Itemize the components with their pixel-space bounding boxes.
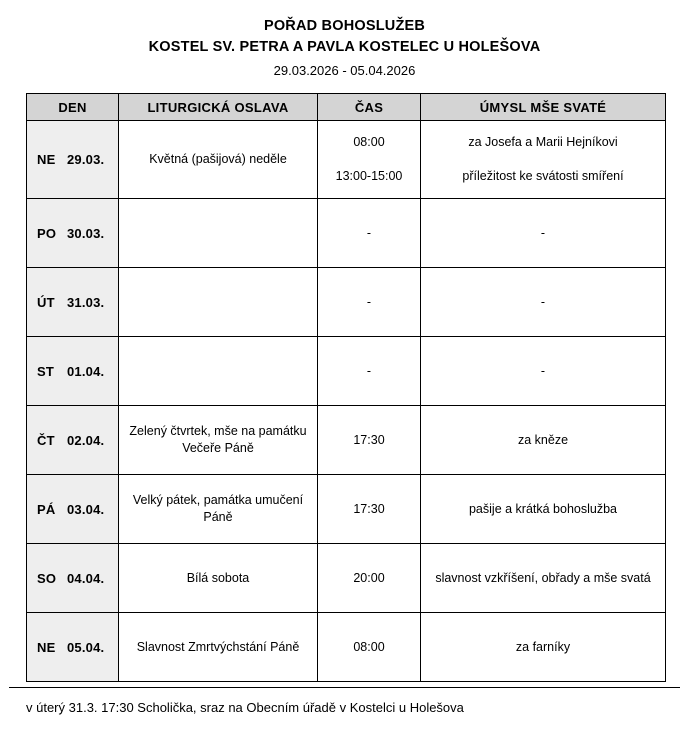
column-header-time: ČAS: [318, 94, 421, 121]
row-day-cell: [27, 268, 119, 337]
row-intention-cell: [421, 121, 666, 199]
column-header-intention: ÚMYSL MŠE SVATÉ: [421, 94, 666, 121]
row-day-of-week: NE: [37, 639, 56, 655]
row-liturgy-cell: Velký pátek, památka umučení Páně: [119, 475, 318, 544]
table-row: [27, 268, 666, 337]
row-intention-cell: pašije a krátká bohoslužba: [421, 475, 666, 544]
row-intention-cell: -: [421, 199, 666, 268]
table-row: [27, 121, 666, 199]
table-header: [27, 94, 666, 121]
row-intention-cell: za kněze: [421, 406, 666, 475]
row-liturgy-cell: [119, 199, 318, 268]
row-day-of-week: NE: [37, 152, 56, 168]
table-header-row: [27, 94, 666, 121]
table-body: [27, 121, 666, 682]
row-day-of-week: ČT: [37, 432, 55, 448]
column-header-day: DEN: [27, 94, 119, 121]
row-time-cell: -: [318, 199, 421, 268]
schedule-table-wrapper: [26, 93, 665, 682]
row-time-primary: 08:00: [353, 135, 385, 150]
row-date: 04.04.: [67, 570, 105, 586]
row-date: 03.04.: [67, 501, 105, 517]
row-time-cell: 20:00: [318, 544, 421, 613]
row-intention-primary: za Josefa a Marii Hejníkovi: [468, 135, 618, 150]
row-day-cell: [27, 337, 119, 406]
row-date: 31.03.: [67, 294, 105, 310]
row-intention-cell: slavnost vzkříšení, obřady a mše svatá: [421, 544, 666, 613]
row-day-of-week: ÚT: [37, 294, 55, 310]
table-row: [27, 406, 666, 475]
row-day-of-week: PO: [37, 225, 57, 241]
footnote-text: v úterý 31.3. 17:30 Scholička, sraz na Obecním úřadě v Kostelci u Holešova: [26, 699, 464, 715]
table-row: [27, 337, 666, 406]
row-liturgy-cell: Slavnost Zmrtvýchstání Páně: [119, 613, 318, 682]
row-day-cell: [27, 121, 119, 199]
row-day-of-week: PÁ: [37, 501, 56, 517]
document-date-range: 29.03.2026 - 05.04.2026: [273, 63, 416, 79]
row-time-secondary: 13:00-15:00: [335, 169, 403, 184]
document-header: [0, 0, 689, 80]
footnote-divider: [9, 687, 680, 688]
row-time-cell: -: [318, 268, 421, 337]
row-liturgy-cell: [119, 268, 318, 337]
document-title-line1: POŘAD BOHOSLUŽEB: [263, 18, 426, 34]
table-row: [27, 475, 666, 544]
row-intention-cell: -: [421, 268, 666, 337]
document-title-line2: KOSTEL SV. PETRA A PAVLA KOSTELEC U HOLEŠOVA: [148, 39, 541, 56]
row-time-cell: 17:30: [318, 406, 421, 475]
schedule-table: [26, 93, 666, 682]
row-liturgy-cell: Květná (pašijová) neděle: [119, 121, 318, 199]
row-time-cell: 08:00: [318, 613, 421, 682]
row-intention-cell: za farníky: [421, 613, 666, 682]
row-date: 01.04.: [67, 363, 105, 379]
table-row: [27, 613, 666, 682]
row-day-of-week: SO: [37, 570, 57, 586]
row-intention-secondary: příležitost ke svátosti smíření: [462, 169, 624, 184]
table-row: [27, 199, 666, 268]
row-time-cell: -: [318, 337, 421, 406]
row-day-cell: [27, 475, 119, 544]
row-liturgy-cell: Bílá sobota: [119, 544, 318, 613]
table-row: [27, 544, 666, 613]
row-date: 05.04.: [67, 639, 105, 655]
row-day-cell: [27, 613, 119, 682]
row-liturgy-cell: [119, 337, 318, 406]
row-intention-cell: -: [421, 337, 666, 406]
row-time-cell: [318, 121, 421, 199]
column-header-liturgy: LITURGICKÁ OSLAVA: [119, 94, 318, 121]
row-date: 02.04.: [67, 432, 105, 448]
row-day-cell: [27, 406, 119, 475]
row-date: 30.03.: [67, 225, 105, 241]
row-liturgy-cell: Zelený čtvrtek, mše na památku Večeře Páně: [119, 406, 318, 475]
row-date: 29.03.: [67, 152, 105, 168]
row-day-of-week: ST: [37, 363, 55, 379]
row-day-cell: [27, 544, 119, 613]
row-day-cell: [27, 199, 119, 268]
row-time-cell: 17:30: [318, 475, 421, 544]
